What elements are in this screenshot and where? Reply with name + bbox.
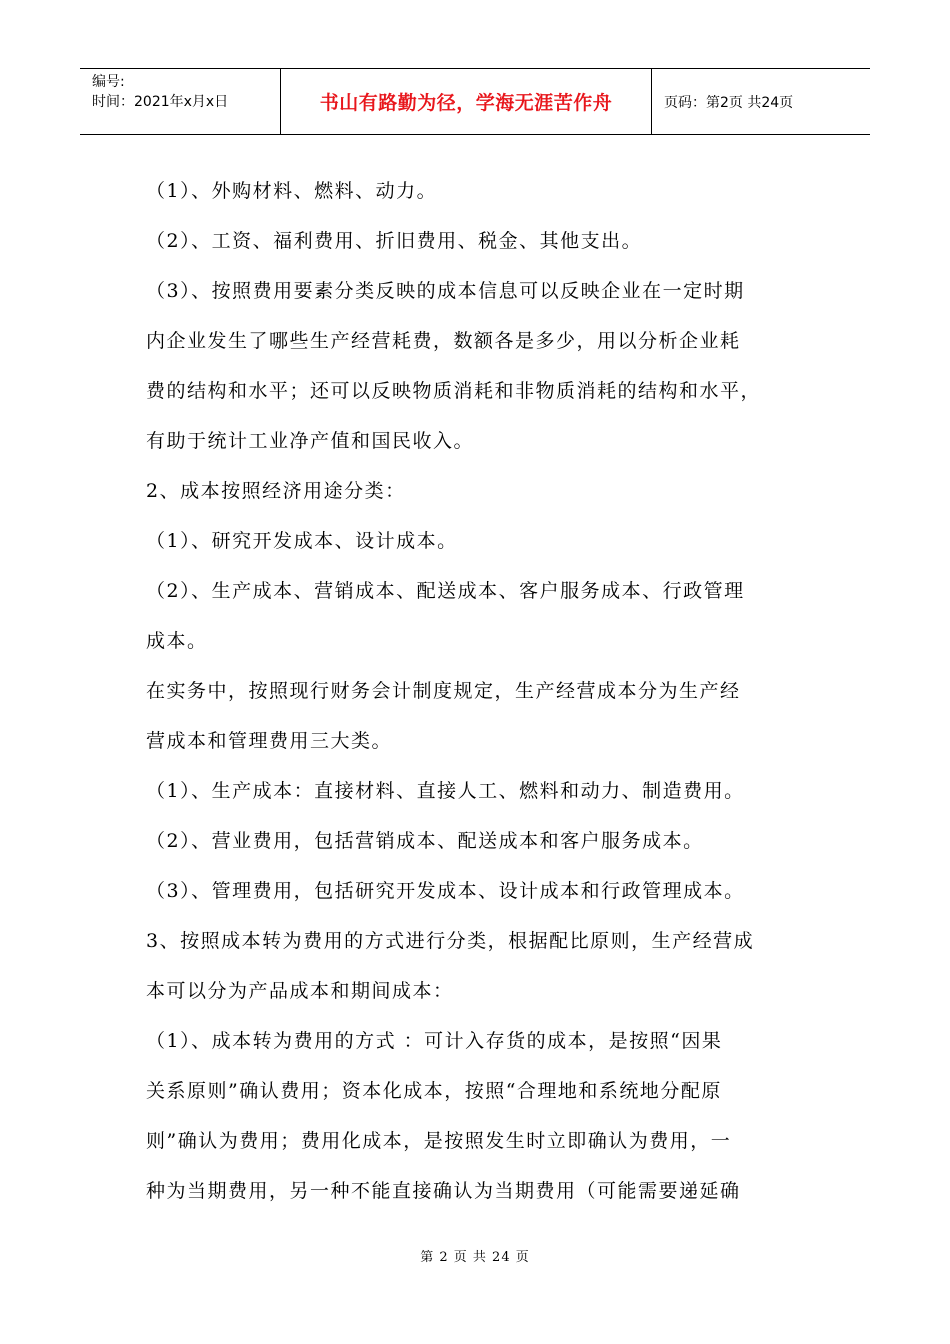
text-line: 关系原则”确认费用；资本化成本，按照“合理地和系统地分配原 [146, 1080, 722, 1102]
text-line: （2）、生产成本、营销成本、配送成本、客户服务成本、行政管理 [146, 580, 745, 602]
text-line: 有助于统计工业净产值和国民收入。 [146, 430, 475, 452]
text-line: （3）、按照费用要素分类反映的成本信息可以反映企业在一定时期 [146, 280, 745, 302]
document-body [146, 166, 826, 1216]
time-label: 时间：2021年x月x日 [92, 94, 229, 110]
text-line: 3、按照成本转为费用的方式进行分类，根据配比原则，生产经营成 [146, 930, 755, 952]
text-line: 内企业发生了哪些生产经营耗费，数额各是多少，用以分析企业耗 [146, 330, 741, 352]
text-line: 种为当期费用，另一种不能直接确认为当期费用（可能需要递延确 [146, 1180, 741, 1202]
text-line: 营成本和管理费用三大类。 [146, 730, 393, 752]
text-line: 本可以分为产品成本和期间成本： [146, 980, 454, 1002]
text-line: 成本。 [146, 630, 208, 652]
text-line: 2、成本按照经济用途分类： [146, 480, 406, 502]
text-line: （2）、营业费用，包括营销成本、配送成本和客户服务成本。 [146, 830, 704, 852]
text-line: （1）、研究开发成本、设计成本。 [146, 530, 458, 552]
text-line: （2）、工资、福利费用、折旧费用、税金、其他支出。 [146, 230, 643, 252]
text-line: 在实务中，按照现行财务会计制度规定，生产经营成本分为生产经 [146, 680, 741, 702]
text-line: （1）、成本转为费用的方式 ：可计入存货的成本，是按照“因果 [146, 1030, 723, 1052]
text-line: 费的结构和水平；还可以反映物质消耗和非物质消耗的结构和水平， [146, 380, 762, 402]
document-header [80, 68, 870, 135]
text-line: （1）、生产成本：直接材料、直接人工、燃料和动力、制造费用。 [146, 780, 745, 802]
page-footer: 第 2 页 共 24 页 [420, 1250, 530, 1265]
text-line: （3）、管理费用，包括研究开发成本、设计成本和行政管理成本。 [146, 880, 745, 902]
number-label: 编号: [92, 74, 125, 90]
header-meta [80, 69, 280, 134]
header-page-info: 页码：第2页 共24页 [664, 94, 794, 111]
text-line: 则”确认为费用；费用化成本，是按照发生时立即确认为费用，一 [146, 1130, 732, 1152]
header-motto: 书山有路勤为径，学海无涯苦作舟 [280, 69, 652, 134]
text-line: （1）、外购材料、燃料、动力。 [146, 180, 438, 202]
